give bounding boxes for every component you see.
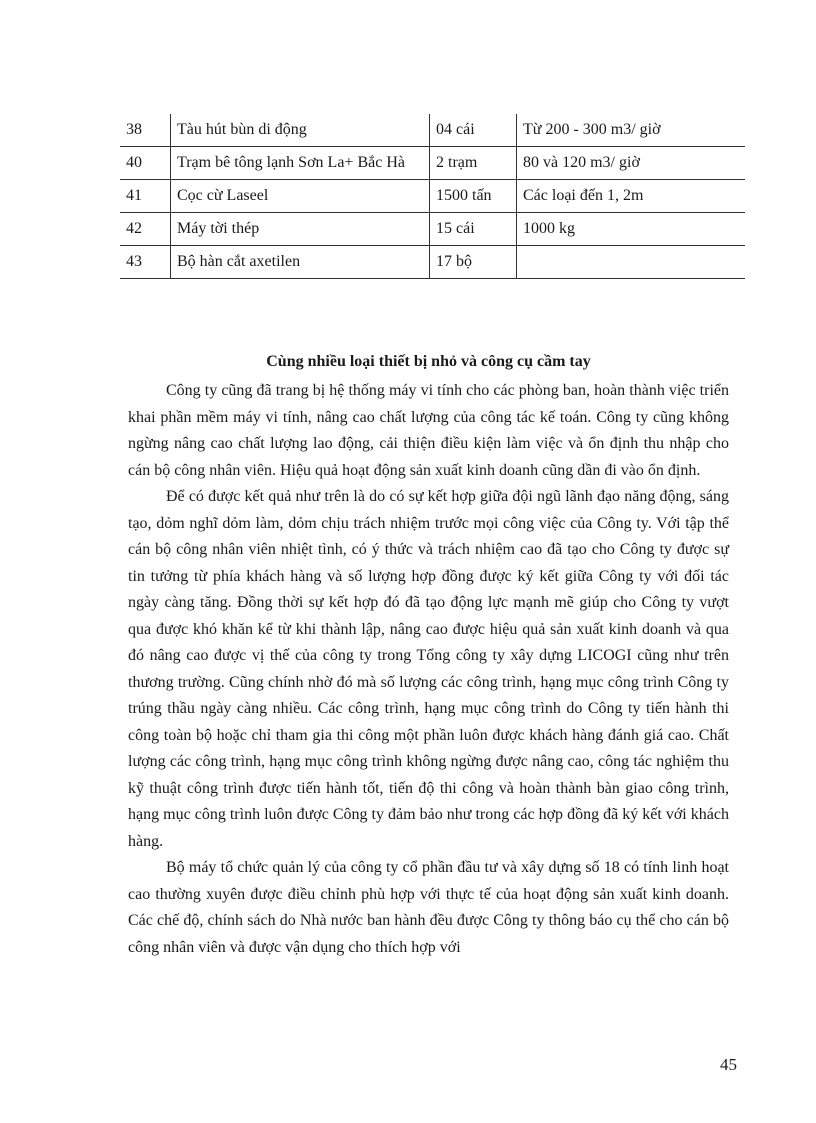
equipment-capacity: Các loại đến 1, 2m xyxy=(517,180,746,213)
table-row xyxy=(120,114,745,147)
equipment-table xyxy=(120,114,745,279)
equipment-capacity: 1000 kg xyxy=(517,213,746,246)
equipment-quantity: 2 trạm xyxy=(430,147,517,180)
equipment-name: Bộ hàn cắt axetilen xyxy=(171,246,430,279)
equipment-capacity xyxy=(517,246,746,279)
equipment-name: Cọc cừ Laseel xyxy=(171,180,430,213)
equipment-capacity: 80 và 120 m3/ giờ xyxy=(517,147,746,180)
equipment-capacity: Từ 200 - 300 m3/ giờ xyxy=(517,114,746,147)
table-row xyxy=(120,246,745,279)
equipment-name: Máy tời thép xyxy=(171,213,430,246)
paragraph: Công ty cũng đã trang bị hệ thống máy vi tính cho các phòng ban, hoàn thành việc triển khai phần mềm máy vi tính, nâng cao chất lượng của công tác kế toán. Công ty cũng không ngừng nâng cao chất lượng lao động, cải thiện điều kiện làm việc và ổn định thu nhập cho cán bộ công nhân viên. Hiệu quả hoạt động sản xuất kinh doanh cũng dần đi vào ổn định. xyxy=(128,382,729,479)
row-number: 40 xyxy=(120,147,171,180)
table-row xyxy=(120,147,745,180)
row-number: 38 xyxy=(120,114,171,147)
equipment-quantity: 17 bộ xyxy=(430,246,517,279)
equipment-name: Trạm bê tông lạnh Sơn La+ Bắc Hà xyxy=(171,147,430,180)
equipment-quantity: 04 cái xyxy=(430,114,517,147)
table-caption: Cùng nhiều loại thiết bị nhỏ và công cụ cầm tay xyxy=(266,353,591,370)
equipment-quantity: 15 cái xyxy=(430,213,517,246)
paragraph: Bộ máy tổ chức quản lý của công ty cổ phần đầu tư và xây dựng số 18 có tính linh hoạt cao thường xuyên được điều chỉnh phù hợp với thực tế của hoạt động sản xuất kinh doanh. Các chế độ, chính sách do Nhà nước ban hành đều được Công ty thông báo cụ thể cho cán bộ công nhân viên và được vận dụng cho thích hợp với xyxy=(128,859,729,956)
equipment-name: Tàu hút bùn di động xyxy=(171,114,430,147)
table-row xyxy=(120,213,745,246)
body-text xyxy=(128,378,729,961)
equipment-quantity: 1500 tấn xyxy=(430,180,517,213)
page-number: 45 xyxy=(720,1055,737,1074)
row-number: 43 xyxy=(120,246,171,279)
row-number: 41 xyxy=(120,180,171,213)
paragraph: Để có được kết quả như trên là do có sự kết hợp giữa đội ngũ lãnh đạo năng động, sáng tạo, dỏm nghĩ dỏm làm, dỏm chịu trách nhiệm trước mọi công việc của Công ty. Với tập thể cán bộ công nhân viên nhiệt tình, có ý thức và trách nhiệm cao đã tạo cho Công ty được sự tin tưởng từ phía khách hàng và số lượng hợp đồng được ký kết giữa Công ty với đối tác ngày càng tăng. Đồng thời sự kết hợp đó đã tạo động lực mạnh mẽ giúp cho Công ty vượt qua được khó khăn kể từ khi thành lập, nâng cao được hiệu quả sản xuất kinh doanh và qua đó nâng cao được vị thế của công ty trong Tổng công ty xây dựng LICOGI cũng như trên thương trường. Cũng chính nhờ đó mà số lượng các công trình, hạng mục công trình Công ty trúng thầu ngày càng nhiều. Các công trình, hạng mục công trình do Công ty tiến hành thi công toàn bộ hoặc chỉ tham gia thi công một phần luôn được khách hàng đánh giá cao. Chất lượng các công trình, hạng mục công trình không ngừng được nâng cao, công tác nghiệm thu kỹ thuật công trình được tiến hành tốt, tiến độ thi công và hoàn thành bàn giao công trình, hạng mục công trình luôn được Công ty đảm bảo như trong các hợp đồng đã ký kết với khách hàng. xyxy=(128,488,729,850)
row-number: 42 xyxy=(120,213,171,246)
table-row xyxy=(120,180,745,213)
